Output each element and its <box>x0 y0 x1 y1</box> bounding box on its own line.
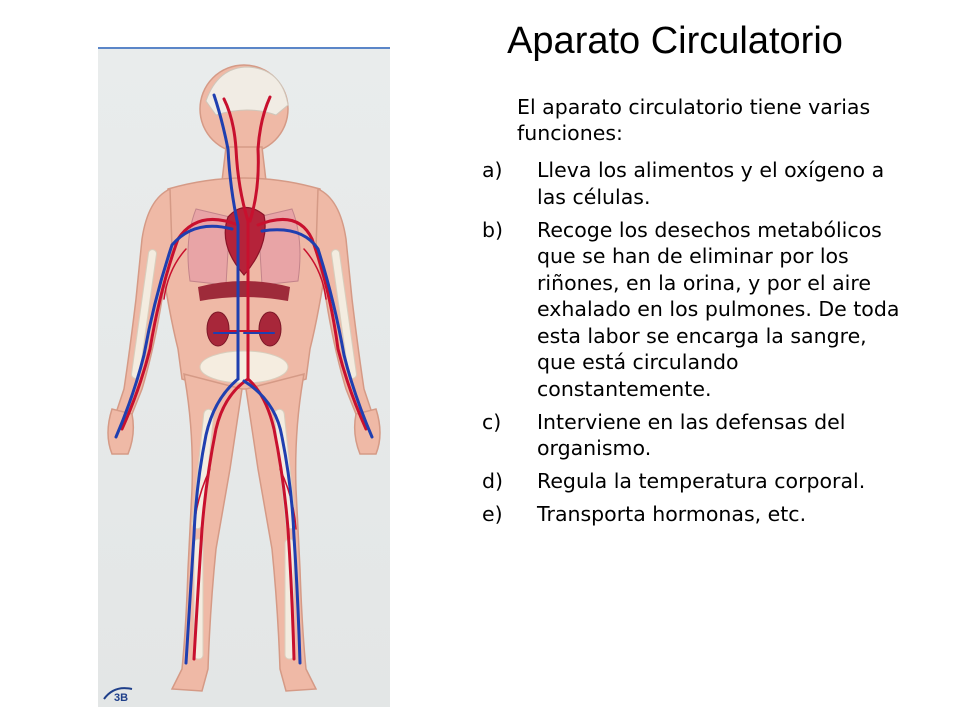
anatomy-illustration <box>98 49 390 707</box>
list-item-text: Recoge los desechos metabólicos que se han de eliminar por los riñones, en la orina, y por el aire exhalado en los pulmones. De toda esta labor se encarga la sangre, que está circulando constantemente. <box>537 217 900 401</box>
list-item <box>482 468 900 495</box>
list-marker: d) <box>482 469 504 493</box>
publisher-logo <box>104 688 132 704</box>
list-marker: b) <box>482 217 504 242</box>
list-item <box>482 501 900 528</box>
list-item <box>482 409 900 462</box>
list-item <box>482 157 900 210</box>
svg-text:3B: 3B <box>114 692 129 704</box>
intro-text: El aparato circulatorio tiene varias funciones: <box>517 95 871 145</box>
list-item-text: Interviene en las defensas del organismo. <box>537 409 846 460</box>
list-marker: a) <box>482 158 503 182</box>
slide-title: Aparato Circulatorio <box>507 20 843 62</box>
list-item-text: Transporta hormonas, etc. <box>537 502 807 526</box>
list-marker: e) <box>482 502 503 526</box>
list-marker: c) <box>482 409 502 434</box>
functions-list <box>482 157 900 534</box>
list-item-text: Regula la temperatura corporal. <box>537 469 866 493</box>
list-item-text: Lleva los alimentos y el oxígeno a las células. <box>537 158 885 209</box>
circulatory-system-figure <box>98 47 390 707</box>
list-item <box>482 217 900 403</box>
